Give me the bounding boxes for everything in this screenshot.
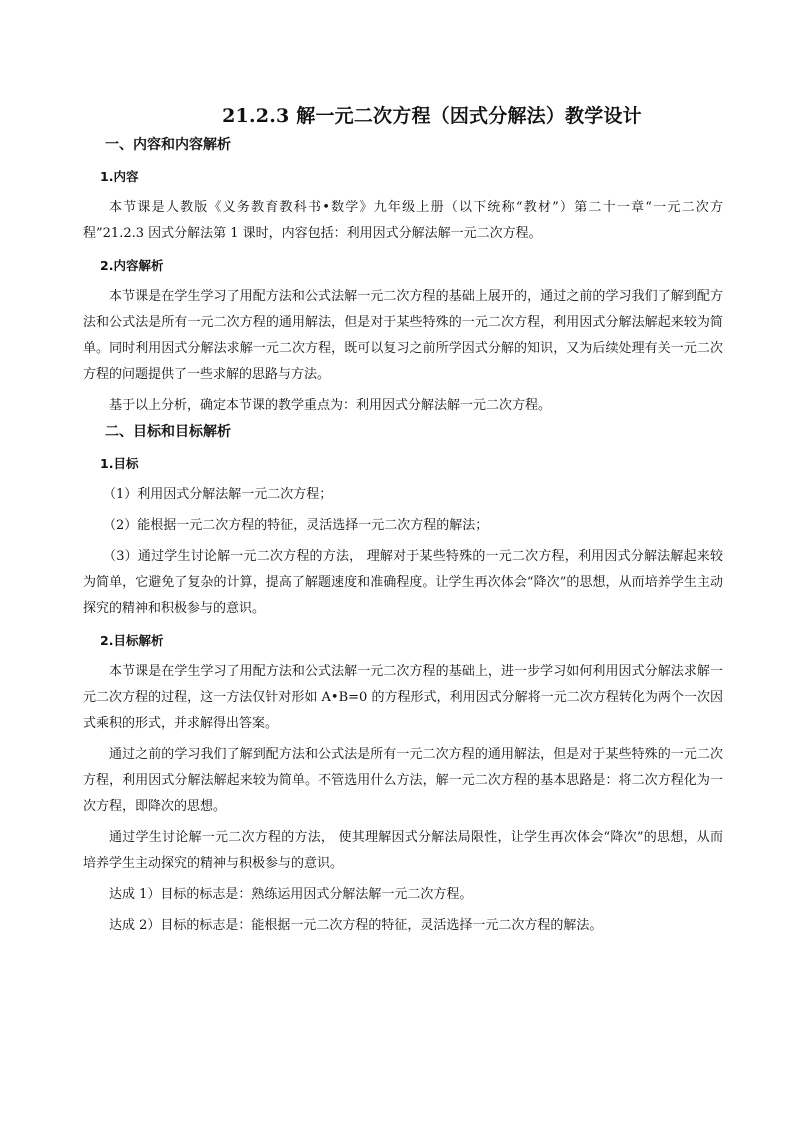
- paragraph-goals-analysis-1: 本节课是在学生学习了用配方法和公式法解一元二次方程的基础上，进一步学习如何利用因式分解法求解一元二次方程的过程，这一方法仅针对形如 A•B=0 的方程形式，利用因式分解将一元二次方程转化为两个一次因式乘积的形式，并求解得出答案。: [83, 664, 723, 731]
- subheading-content-analysis: 2.内容解析: [100, 258, 164, 273]
- goal-item-3: （3）通过学生讨论解一元二次方程的方法， 理解对于某些特殊的一元二次方程，利用因式分解法解起来较为简单，它避免了复杂的计算，提高了解题速度和准确程度。让学生再次体会“降次”的思想，从而培养学生主动探究的精神和积极参与的意识。: [83, 549, 723, 616]
- subheading-content: 1.内容: [100, 169, 139, 184]
- subheading-goals: 1.目标: [100, 456, 139, 471]
- goal-item-2: （2）能根据一元二次方程的特征，灵活选择一元二次方程的解法；: [103, 518, 489, 533]
- paragraph-reach-1: 达成 1）目标的标志是：熟练运用因式分解法解一元二次方程。: [109, 887, 473, 902]
- goal-item-1: （1）利用因式分解法解一元二次方程；: [103, 487, 333, 502]
- paragraph-teaching-focus: 基于以上分析，确定本节课的教学重点为：利用因式分解法解一元二次方程。: [109, 398, 552, 413]
- paragraph-content-analysis: 本节课是在学生学习了用配方法和公式法解一元二次方程的基础上展开的，通过之前的学习我们了解到配方法和公式法是所有一元二次方程的通用解法，但是对于某些特殊的一元二次方程，利用因式分解法解起来较为简单。同时利用因式分解法求解一元二次方程，既可以复习之前所学因式分解的知识，又为后续处理有关一元二次方程的问题提供了一些求解的思路与方法。: [83, 289, 723, 382]
- paragraph-goals-analysis-2: 通过之前的学习我们了解到配方法和公式法是所有一元二次方程的通用解法，但是对于某些特殊的一元二次方程，利用因式分解法解起来较为简单。不管选用什么方法，解一元二次方程的基本思路是：将二次方程化为一次方程，即降次的思想。: [83, 747, 723, 814]
- section-heading-content: 一、内容和内容解析: [105, 137, 231, 153]
- paragraph-content-intro: 本节课是人教版《义务教育教科书•数学》九年级上册（以下统称“教材”）第二十一章“一元二次方程”21.2.3 因式分解法第 1 课时，内容包括：利用因式分解法解一元二次方程。: [83, 200, 723, 241]
- section-heading-goals: 二、目标和目标解析: [105, 424, 231, 440]
- document-title: 21.2.3 解一元二次方程（因式分解法）教学设计: [222, 105, 642, 127]
- document-content: [83, 100, 723, 939]
- subheading-goals-analysis: 2.目标解析: [100, 633, 164, 648]
- paragraph-goals-analysis-3: 通过学生讨论解一元二次方程的方法， 使其理解因式分解法局限性，让学生再次体会“降次”的思想，从而培养学生主动探究的精神与积极参与的意识。: [83, 830, 723, 871]
- paragraph-reach-2: 达成 2）目标的标志是：能根据一元二次方程的特征，灵活选择一元二次方程的解法。: [109, 918, 603, 933]
